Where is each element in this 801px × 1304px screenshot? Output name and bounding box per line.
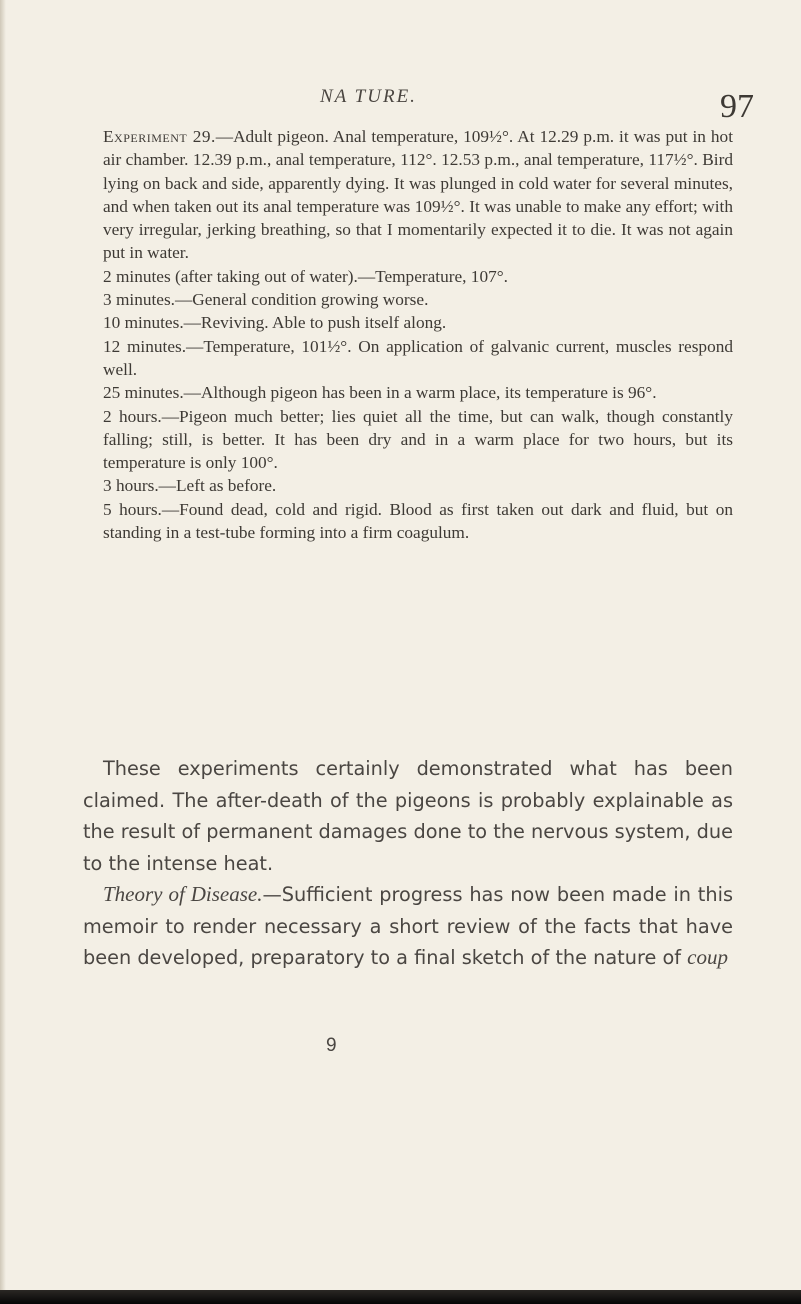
page-number: 97 <box>720 88 754 125</box>
experiment-entry: 10 minutes.—Reviving. Able to push itself along. <box>103 313 447 333</box>
experiment-entry: 12 minutes.—Temperature, 101½°. On application of galvanic current, muscles respond well. <box>103 336 733 379</box>
theory-text: —Sufficient progress has now been made in this memoir to render necessary a short review of the facts that have been developed, preparatory to a final sketch of the nature of <box>83 883 733 969</box>
page-edge-shadow <box>0 0 6 1304</box>
body-paragraph-theory <box>83 879 733 974</box>
experiment-entry: 5 hours.—Found dead, cold and rigid. Blood as first taken out dark and fluid, but on standing in a test-tube forming into a firm coagulum. <box>103 499 733 543</box>
section-heading-theory: Theory of Disease. <box>103 882 263 906</box>
running-head: NA TURE. <box>320 86 417 107</box>
experiment-intro <box>83 125 733 265</box>
experiment-entry: 25 minutes.—Although pigeon has been in a warm place, its temperature is 96°. <box>103 383 657 403</box>
theory-text-italic-end: coup <box>687 945 728 969</box>
body-text <box>83 753 733 974</box>
experiment-label: Experiment 29. <box>103 127 216 146</box>
scan-bottom-edge <box>0 1290 801 1304</box>
experiment-entry: 3 hours.—Left as before. <box>103 476 277 496</box>
experiment-block <box>83 125 733 544</box>
experiment-entry: 3 minutes.—General condition growing worse. <box>103 290 429 310</box>
page-header <box>0 86 801 126</box>
body-paragraph-conclusion: These experiments certainly demonstrated what has been claimed. The after-death of the pigeons is probably explainable as the result of permanent damages done to the nervous system, due to the intense heat. <box>83 757 733 875</box>
experiment-entry: 2 minutes (after taking out of water).—Temperature, 107°. <box>103 266 508 286</box>
signature-mark: 9 <box>326 1035 337 1056</box>
experiment-intro-text: —Adult pigeon. Anal temperature, 109½°. At 12.29 p.m. it was put in hot air chamber. 12.39 p.m., anal temperature, 112°. 12.53 p.m., anal temperature, 117½°. Bird lying on back and side, apparently dying. It was plunged in cold water for several minutes, and when taken out its anal temperature was 109½°. It was unable to make any effort; with very irregular, jerking breathing, so that I momentarily expected it to die. It was not again put in water. <box>103 127 733 263</box>
experiment-entry: 2 hours.—Pigeon much better; lies quiet all the time, but can walk, though constantly falling; still, is better. It has been dry and in a warm place for two hours, but its temperature is only 100°. <box>103 406 733 473</box>
